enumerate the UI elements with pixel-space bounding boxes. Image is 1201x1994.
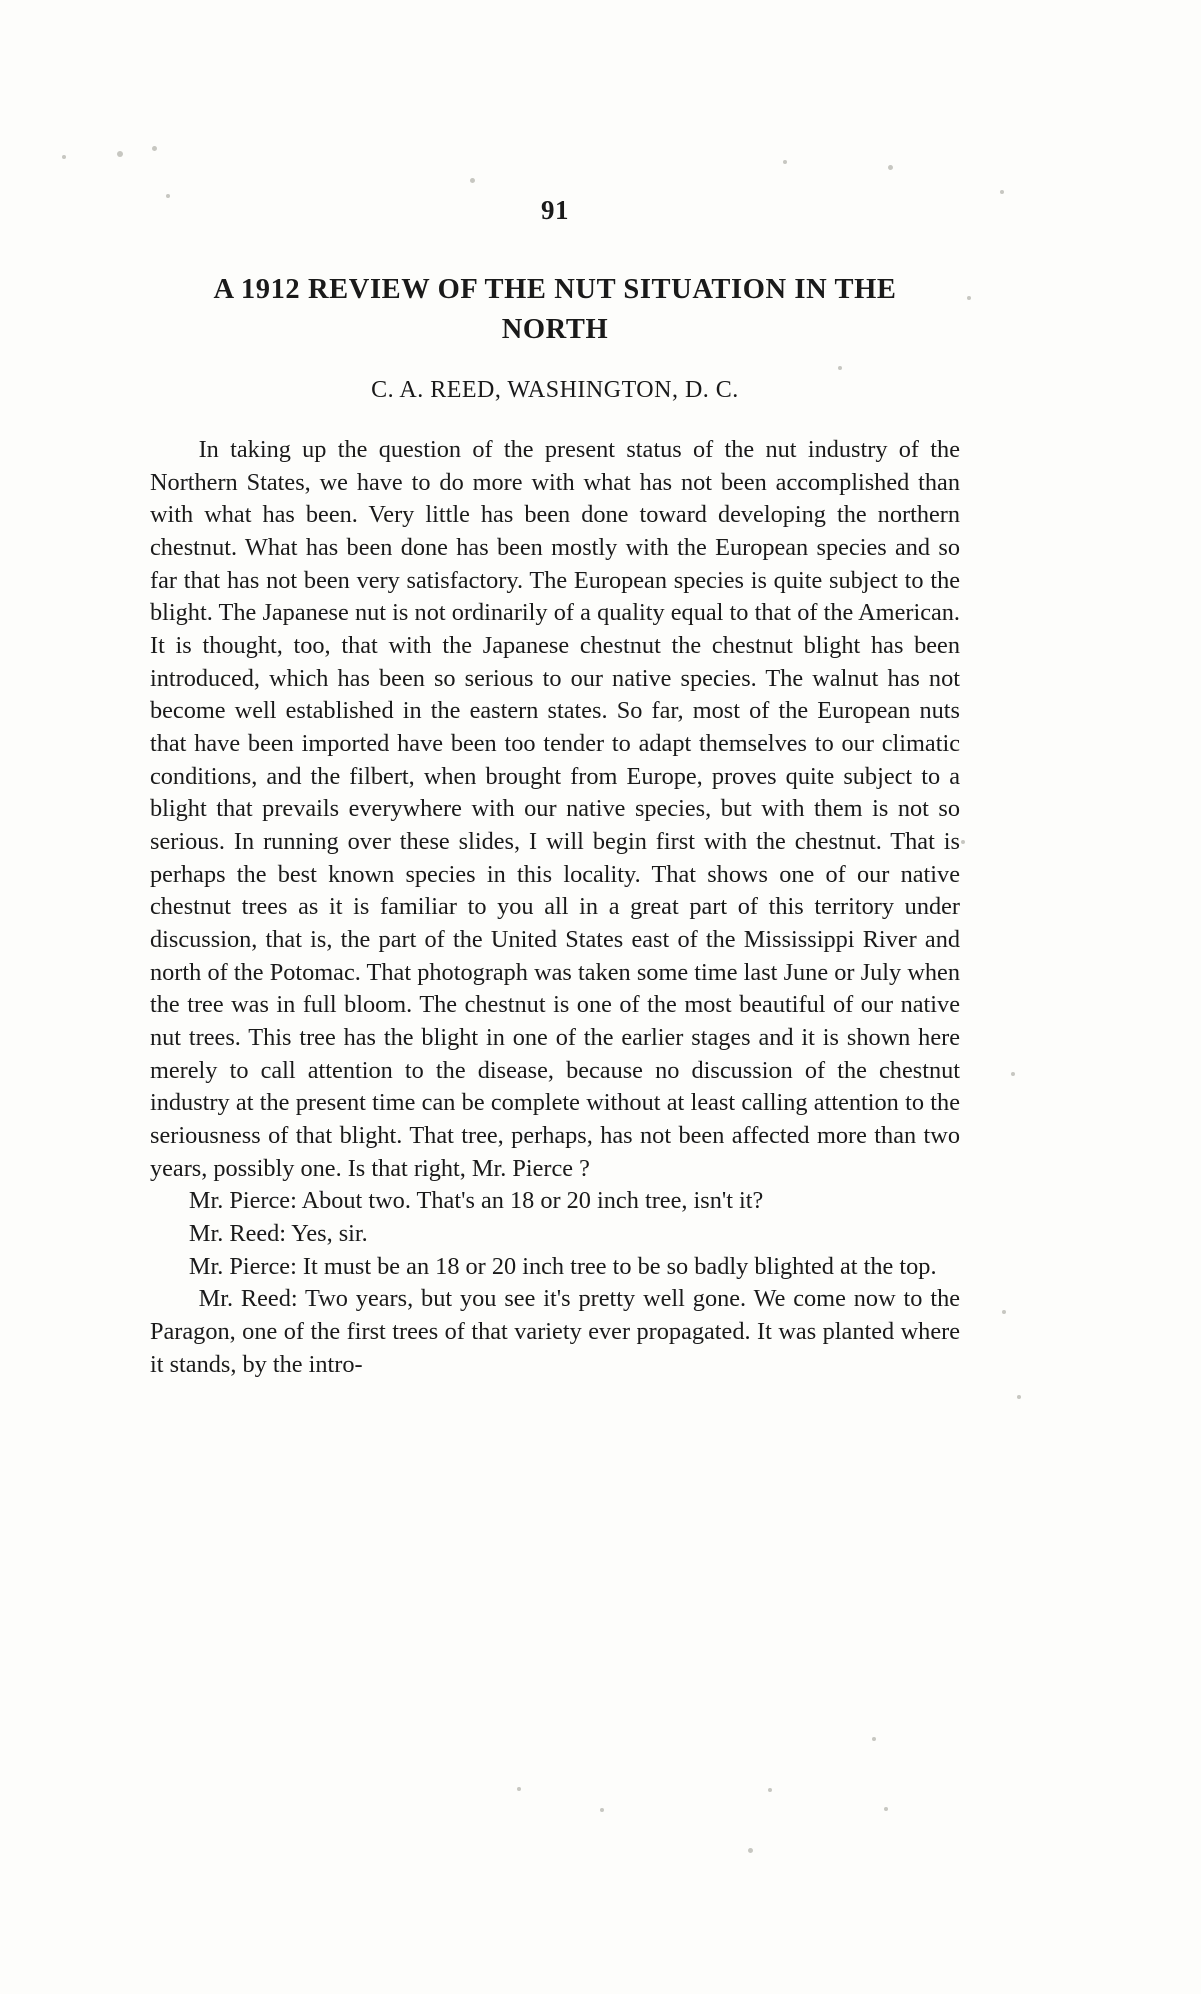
speckle: [768, 1788, 772, 1792]
body-text: [150, 434, 960, 1381]
speckle: [961, 840, 965, 844]
speckle: [1017, 1395, 1021, 1399]
paragraph: In taking up the question of the present status of the nut industry of the Northern States, we have to do more with what has not been accomplished than with what has been. Very little has been done toward developing the northern chestnut. What has been done has been mostly with the European species and so far that has not been very satisfactory. The European species is quite subject to the blight. The Japanese nut is not ordinarily of a quality equal to that of the American. It is thought, too, that with the Japanese chestnut the chestnut blight has been introduced, which has been so serious to our native species. The walnut has not become well established in the eastern states. So far, most of the European nuts that have been imported have been too tender to adapt themselves to our climatic conditions, and the filbert, when brought from Europe, proves quite subject to a blight that prevails everywhere with our native species, but with them is not so serious. In running over these slides, I will begin first with the chestnut. That is perhaps the best known species in this locality. That shows one of our native chestnut trees as it is familiar to you all in a great part of this territory under discussion, that is, the part of the United States east of the Mississippi River and north of the Potomac. That photograph was taken some time last June or July when the tree was in full bloom. The chestnut is one of the most beautiful of our native nut trees. This tree has the blight in one of the earlier stages and it is shown here merely to call attention to the disease, because no discussion of the chestnut industry at the present time can be complete without at least calling attention to the seriousness of that blight. That tree, perhaps, has not been affected more than two years, possibly one. Is that right, Mr. Pierce ?: [150, 435, 960, 1182]
byline-text: C. A. REED, WASHINGTON, D. C.: [371, 376, 739, 403]
speckle: [62, 155, 66, 159]
speckle: [517, 1787, 521, 1791]
speckle: [967, 296, 971, 300]
page-number: 91: [541, 195, 569, 225]
byline: [150, 377, 960, 404]
speckle: [1002, 1310, 1006, 1314]
page-title: [150, 270, 960, 351]
paragraph: Mr. Pierce: About two. That's an 18 or 20 inch tree, isn't it?: [188, 1187, 764, 1215]
speckle: [1011, 1072, 1015, 1076]
speckle: [872, 1737, 876, 1741]
speckle: [600, 1808, 604, 1812]
page-title-line-1: A 1912 REVIEW OF THE NUT SITUATION IN THE: [213, 274, 897, 305]
speckle: [1000, 190, 1004, 194]
speckle: [884, 1807, 888, 1811]
page-title-line-2: NORTH: [501, 314, 609, 346]
speckle: [748, 1848, 753, 1853]
paragraph: Mr. Pierce: It must be an 18 or 20 inch tree to be so badly blighted at the top.: [188, 1252, 937, 1280]
page-content: [150, 0, 960, 1381]
paragraph: Mr. Reed: Yes, sir.: [188, 1220, 368, 1248]
speckle: [117, 151, 123, 157]
paragraph: Mr. Reed: Two years, but you see it's pretty well gone. We come now to the Paragon, one of the first trees of that variety ever propagated. It was planted where it stands, by the intro-: [150, 1285, 960, 1378]
